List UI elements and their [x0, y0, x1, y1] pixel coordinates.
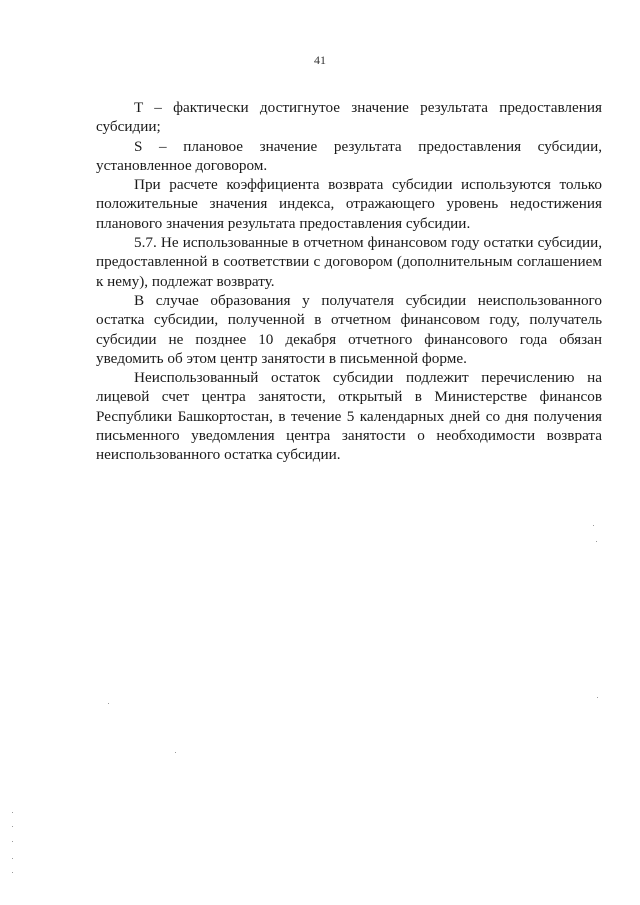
paragraph-remainder-transfer: Неиспользованный остаток субсидии подлежит перечислению на лицевой счет центра занятости, открытый в Министерстве финансов Республики Башкортостан, в течение 5 календарных дней со дня получения письменного уведомления центра занятости о необходимости возврата неиспользованного остатка субсидии.: [96, 369, 602, 464]
paragraph-coefficient-note: При расчете коэффициента возврата субсидии используются только положительные значения индекса, отражающего уровень недостижения планового значения результата предоставления субсидии.: [96, 176, 602, 232]
document-body: [96, 98, 602, 465]
paragraph-t-definition: T – фактически достигнутое значение результата предоставления субсидии;: [96, 99, 602, 136]
paragraph-clause-5-7: 5.7. Не использованные в отчетном финансовом году остатки субсидии, предоставленной в соответствии с договором (дополнительным соглашением к нему), подлежат возврату.: [96, 234, 602, 290]
page-number: 41: [314, 53, 326, 67]
paragraph-remainder-notice: В случае образования у получателя субсидии неиспользованного остатка субсидии, полученной в отчетном финансовом году, получатель субсидии не позднее 10 декабря отчетного финансового года обязан уведомить об этом центр занятости в письменной форме.: [96, 291, 602, 367]
paragraph-s-definition: S – плановое значение результата предоставления субсидии, установленное договором.: [96, 137, 602, 174]
